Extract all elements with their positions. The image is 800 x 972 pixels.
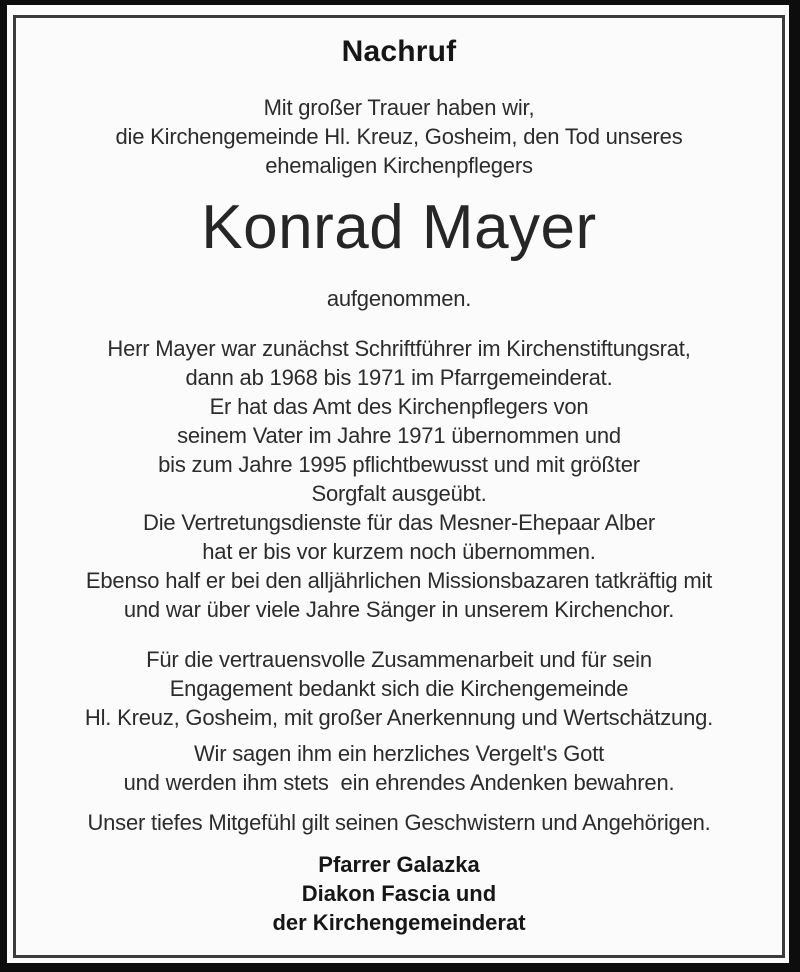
vergelt-line: Wir sagen ihm ein herzliches Vergelt's Gott xyxy=(193,741,605,766)
biography-line: Ebenso half er bei den alljährlichen Missionsbazaren tatkräftig mit xyxy=(85,568,713,593)
biography-line: seinem Vater im Jahre 1971 übernommen und xyxy=(177,423,621,448)
biography-line: bis zum Jahre 1995 pflichtbewusst und mit größter xyxy=(158,452,640,477)
aufgenommen-line: aufgenommen. xyxy=(326,286,472,311)
obituary-frame xyxy=(13,15,785,958)
thanks-line: Engagement bedankt sich die Kirchengemeinde xyxy=(169,676,629,701)
signature-block xyxy=(16,850,782,937)
intro-line: Mit großer Trauer haben wir, xyxy=(263,95,535,120)
scan-mat xyxy=(7,5,789,963)
signature-line: Pfarrer Galazka xyxy=(318,852,480,877)
signature-line: Diakon Fascia und xyxy=(301,881,497,906)
biography-line: Sorgfalt ausgeübt. xyxy=(311,481,487,506)
vergelt-line: und werden ihm stets ein ehrendes Andenken bewahren. xyxy=(123,770,675,795)
biography-line: Die Vertretungsdienste für das Mesner-Ehepaar Alber xyxy=(143,510,655,535)
biography-line: Er hat das Amt des Kirchenpflegers von xyxy=(209,394,589,419)
biography-line: und war über viele Jahre Sänger in unserem Kirchenchor. xyxy=(123,597,675,622)
biography-line: Herr Mayer war zunächst Schriftführer im Kirchenstiftungsrat, xyxy=(107,336,691,361)
deceased-name: Konrad Mayer xyxy=(201,193,597,262)
biography-line: hat er bis vor kurzem noch übernommen. xyxy=(202,539,596,564)
vergelt-paragraph xyxy=(16,739,782,797)
signature-line: der Kirchengemeinderat xyxy=(272,910,526,935)
page-title: Nachruf xyxy=(341,35,457,68)
biography-paragraph xyxy=(16,334,782,624)
thanks-line: Für die vertrauensvolle Zusammenarbeit und für sein xyxy=(146,647,652,672)
condolence-line: Unser tiefes Mitgefühl gilt seinen Geschwistern und Angehörigen. xyxy=(87,810,711,835)
intro-line: die Kirchengemeinde Hl. Kreuz, Gosheim, den Tod unseres xyxy=(115,124,683,149)
biography-line: dann ab 1968 bis 1971 im Pfarrgemeinderat. xyxy=(185,365,613,390)
intro-paragraph xyxy=(16,93,782,180)
intro-line: ehemaligen Kirchenpflegers xyxy=(265,153,533,178)
thanks-paragraph xyxy=(16,645,782,732)
thanks-line: Hl. Kreuz, Gosheim, mit großer Anerkennung und Wertschätzung. xyxy=(84,705,714,730)
